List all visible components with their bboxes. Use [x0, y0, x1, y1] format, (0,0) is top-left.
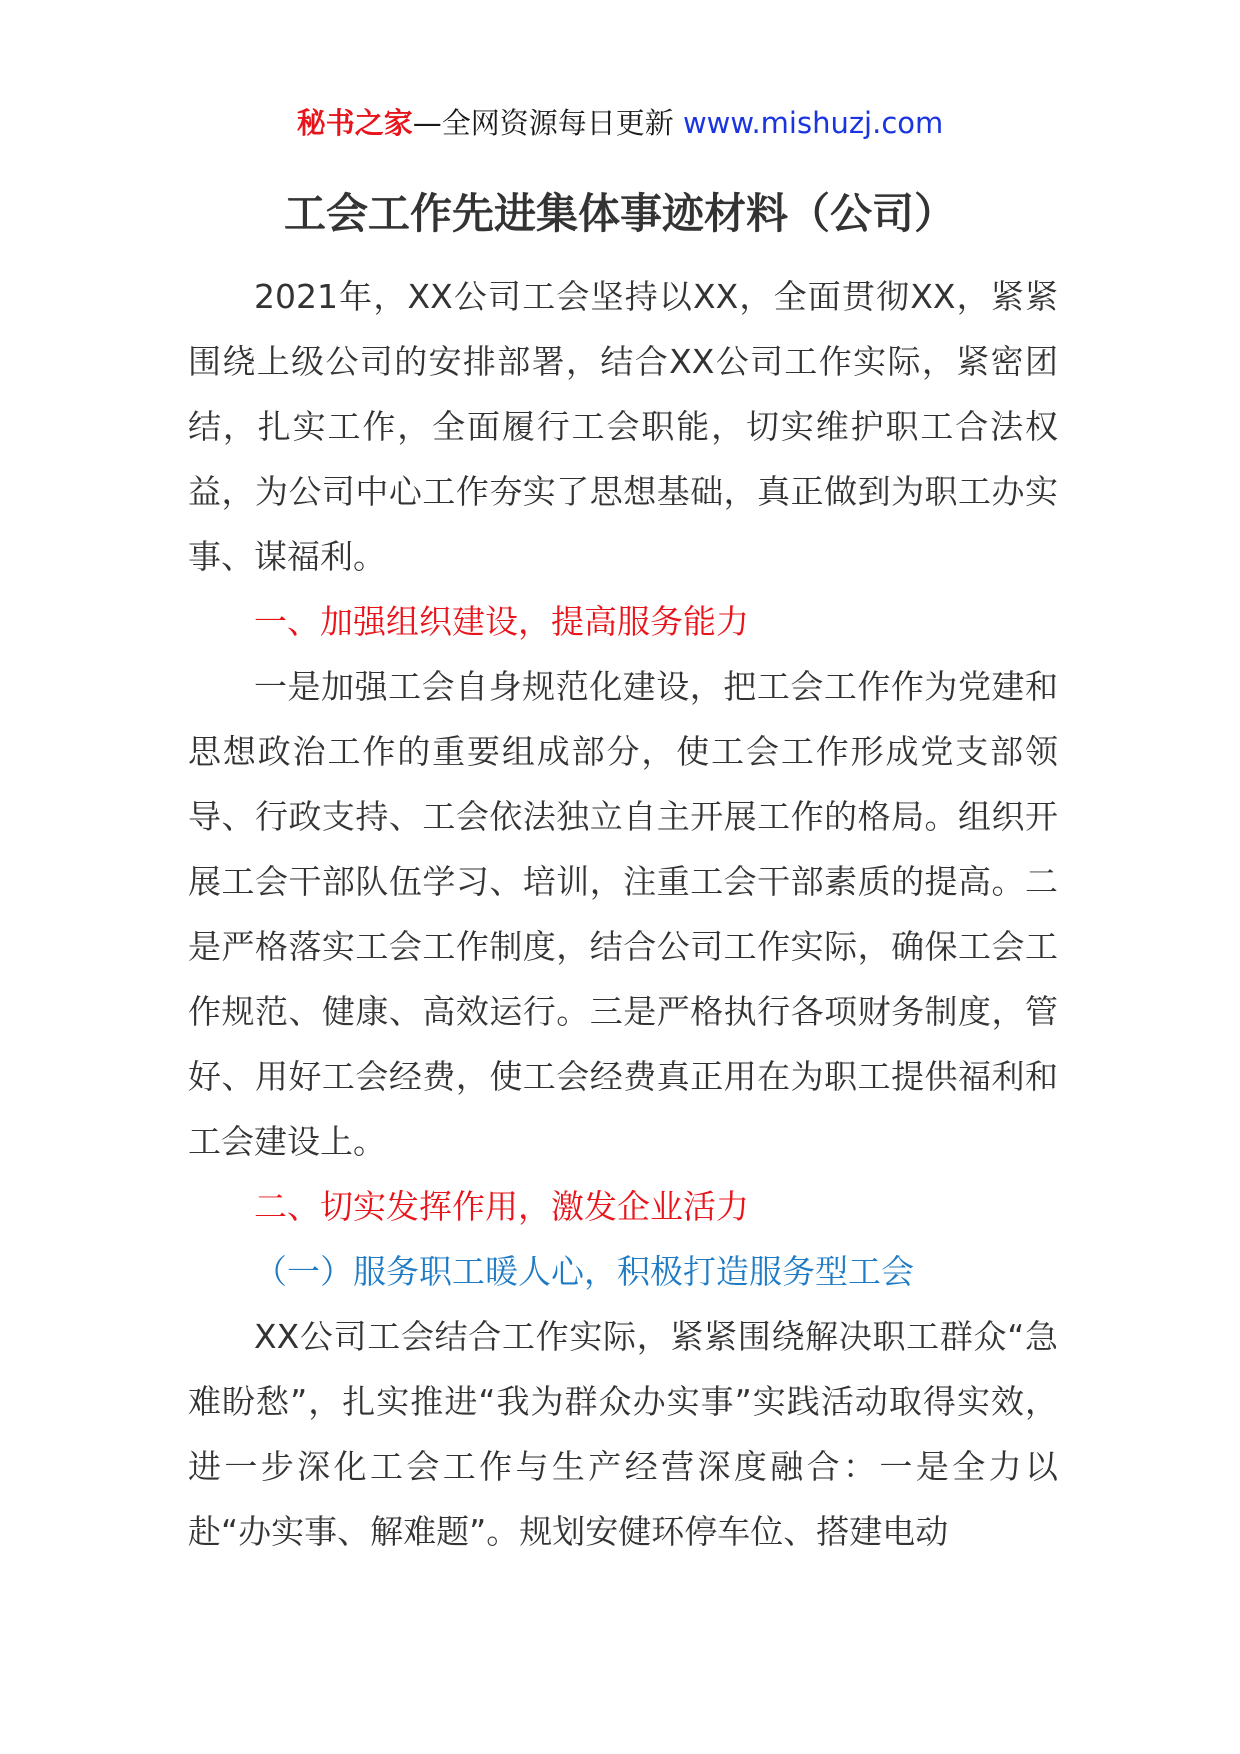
section-2-sub-1-paragraph: XX公司工会结合工作实际，紧紧围绕解决职工群众“急难盼愁”，扎实推进“我为群众办实事”实践活动取得实效，进一步深化工会工作与生产经营深度融合：一是全力以赴“办实事、解难题”。规划安健环停车位、搭建电动	[188, 1317, 1058, 1551]
section-1-heading: 一、加强组织建设，提高服务能力	[254, 602, 749, 641]
section-2-subheading-1: （一）服务职工暖人心，积极打造服务型工会	[254, 1252, 914, 1291]
header-tagline: —全网资源每日更新	[412, 106, 683, 140]
document-body	[188, 264, 1058, 1564]
section-1-paragraph: 一是加强工会自身规范化建设，把工会工作作为党建和思想政治工作的重要组成部分，使工会工作形成党支部领导、行政支持、工会依法独立自主开展工作的格局。组织开展工会干部队伍学习、培训，注重工会干部素质的提高。二是严格落实工会工作制度，结合公司工作实际，确保工会工作规范、健康、高效运行。三是严格执行各项财务制度，管好、用好工会经费，使工会经费真正用在为职工提供福利和工会建设上。	[188, 667, 1058, 1161]
site-url-link[interactable]: www.mishuzj.com	[682, 106, 944, 140]
intro-paragraph: 2021年，XX公司工会坚持以XX，全面贯彻XX，紧紧围绕上级公司的安排部署，结合XX公司工作实际，紧密团结，扎实工作，全面履行工会职能，切实维护职工合法权益，为公司中心工作夯实了思想基础，真正做到为职工办实事、谋福利。	[188, 277, 1058, 576]
document-title: 工会工作先进集体事迹材料（公司）	[283, 189, 956, 238]
section-2-heading: 二、切实发挥作用，激发企业活力	[254, 1187, 749, 1226]
brand-name: 秘书之家	[296, 106, 413, 140]
site-header	[0, 103, 1240, 143]
